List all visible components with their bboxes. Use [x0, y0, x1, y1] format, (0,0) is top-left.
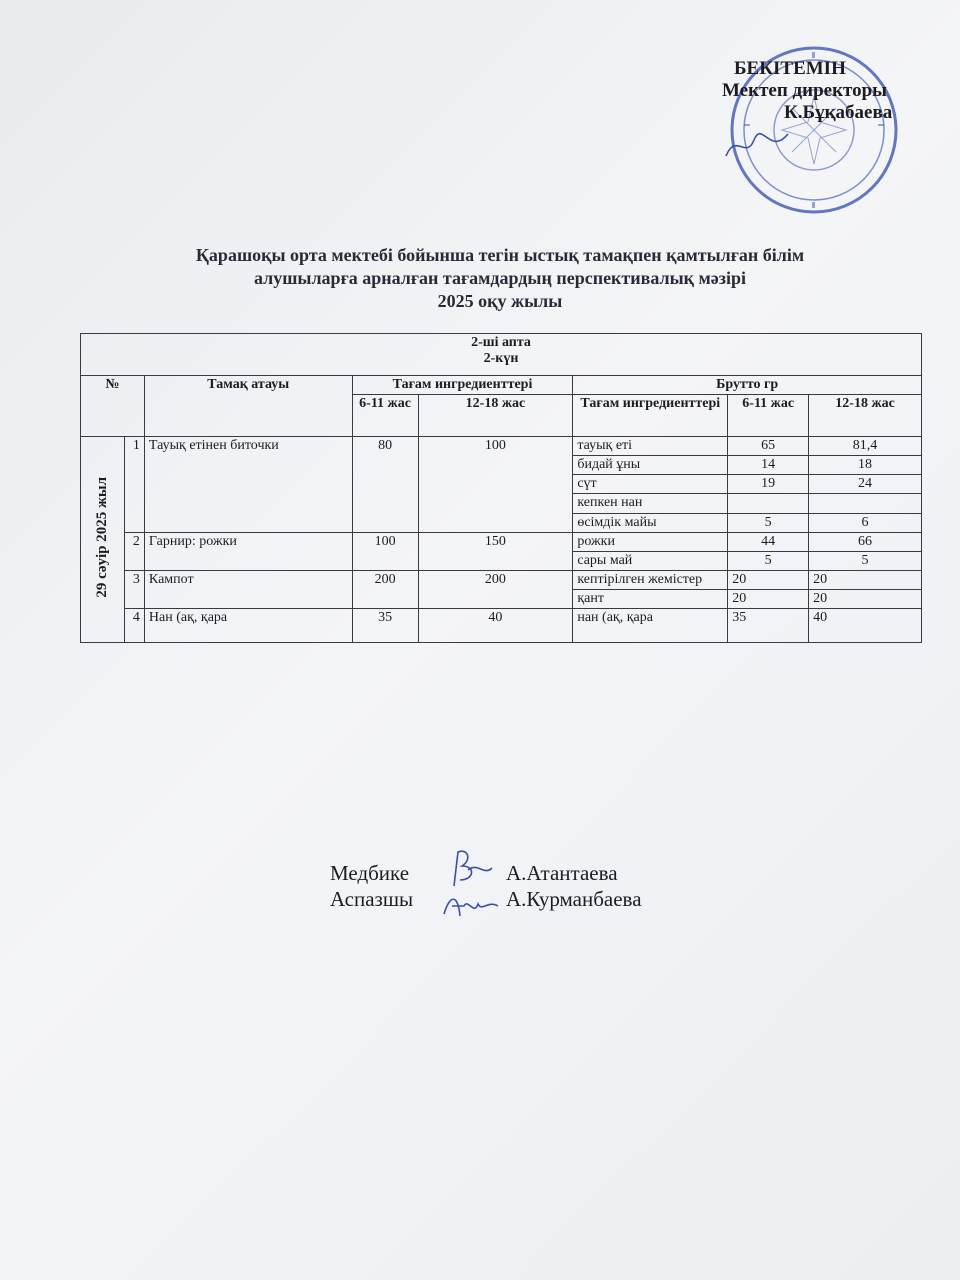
- dish-portion-6-11: 100: [352, 533, 418, 571]
- ingredient-12-18: 81,4: [809, 437, 922, 456]
- ingredient-6-11: 5: [728, 514, 809, 533]
- ingredient-12-18: [809, 494, 922, 514]
- dish-name: Гарнир: рожки: [144, 533, 352, 571]
- header-num: №: [81, 376, 145, 437]
- document-title: [80, 244, 920, 313]
- dish-num: 2: [124, 533, 144, 571]
- approval-director-name: К.Бұқабаева: [784, 102, 893, 123]
- dish-name: Нан (ақ, қара: [144, 609, 352, 643]
- ingredient-6-11: 14: [728, 456, 809, 475]
- ingredient-name: кепкен нан: [573, 494, 728, 514]
- title-line-3: 2025 оқу жылы: [437, 291, 563, 311]
- nurse-name: А.Атантаева: [506, 861, 618, 885]
- table-row: [81, 571, 922, 590]
- dish-portion-12-18: 150: [418, 533, 573, 571]
- title-line-2: алушыларға арналған тағамдардың перспективалық мәзірі: [253, 268, 747, 288]
- header-age-6-11: 6-11 жас: [352, 395, 418, 437]
- nurse-role: Медбике: [330, 861, 410, 885]
- dish-num: 4: [124, 609, 144, 643]
- ingredient-12-18: 6: [809, 514, 922, 533]
- header-brutto-12-18: 12-18 жас: [809, 395, 922, 437]
- ingredient-6-11: 19: [728, 475, 809, 494]
- ingredient-6-11: 35: [728, 609, 809, 643]
- ingredient-name: сары май: [573, 552, 728, 571]
- approval-position: Мектеп директоры: [722, 80, 888, 101]
- dish-num: 1: [124, 437, 144, 533]
- ingredient-name: рожки: [573, 533, 728, 552]
- ingredient-6-11: 65: [728, 437, 809, 456]
- day-label: 2-күн: [483, 351, 519, 366]
- ingredient-6-11: [728, 494, 809, 514]
- ingredient-6-11: 20: [728, 571, 809, 590]
- ingredient-name: сүт: [573, 475, 728, 494]
- ingredient-name: тауық еті: [573, 437, 728, 456]
- menu-table: [80, 333, 922, 643]
- dish-portion-12-18: 200: [418, 571, 573, 609]
- date-cell: [81, 437, 125, 643]
- dish-portion-12-18: 100: [418, 437, 573, 533]
- ingredient-12-18: 18: [809, 456, 922, 475]
- week-label: 2-ші апта: [471, 335, 531, 350]
- header-ingredient: Тағам ингредиенттері: [573, 395, 728, 437]
- ingredient-12-18: 5: [809, 552, 922, 571]
- dish-num: 3: [124, 571, 144, 609]
- ingredient-12-18: 20: [809, 571, 922, 590]
- ingredient-12-18: 20: [809, 590, 922, 609]
- week-day-header: [81, 334, 922, 376]
- ingredient-12-18: 40: [809, 609, 922, 643]
- table-row: [81, 533, 922, 552]
- approval-block: [722, 58, 922, 124]
- header-brutto-group: Брутто гр: [573, 376, 922, 395]
- ingredient-name: бидай ұны: [573, 456, 728, 475]
- director-signature: [722, 126, 792, 166]
- header-brutto-6-11: 6-11 жас: [728, 395, 809, 437]
- table-row: [81, 609, 922, 643]
- ingredient-name: қант: [573, 590, 728, 609]
- title-line-1: Қарашоқы орта мектебі бойынша тегін ыстық тамақпен қамтылған білім: [195, 245, 805, 265]
- cook-signature: [438, 886, 502, 926]
- dish-portion-6-11: 200: [352, 571, 418, 609]
- table-row: [81, 437, 922, 456]
- ingredient-6-11: 20: [728, 590, 809, 609]
- ingredient-name: нан (ақ, қара: [573, 609, 728, 643]
- ingredient-name: кептірілген жемістер: [573, 571, 728, 590]
- date-label: 29 сәуір 2025 жыл: [94, 476, 111, 598]
- cook-name: А.Курманбаева: [506, 887, 642, 911]
- dish-name: Кампот: [144, 571, 352, 609]
- dish-portion-12-18: 40: [418, 609, 573, 643]
- dish-portion-6-11: 35: [352, 609, 418, 643]
- header-ingredients-group: Тағам ингредиенттері: [352, 376, 573, 395]
- cook-role: Аспазшы: [330, 887, 414, 911]
- dish-name: Тауық етінен биточки: [144, 437, 352, 533]
- dish-portion-6-11: 80: [352, 437, 418, 533]
- ingredient-12-18: 24: [809, 475, 922, 494]
- ingredient-12-18: 66: [809, 533, 922, 552]
- ingredient-6-11: 5: [728, 552, 809, 571]
- header-dish: Тамақ атауы: [144, 376, 352, 437]
- header-age-12-18: 12-18 жас: [418, 395, 573, 437]
- ingredient-name: өсімдік майы: [573, 514, 728, 533]
- approval-heading: БЕКІТЕМІН: [734, 58, 846, 79]
- ingredient-6-11: 44: [728, 533, 809, 552]
